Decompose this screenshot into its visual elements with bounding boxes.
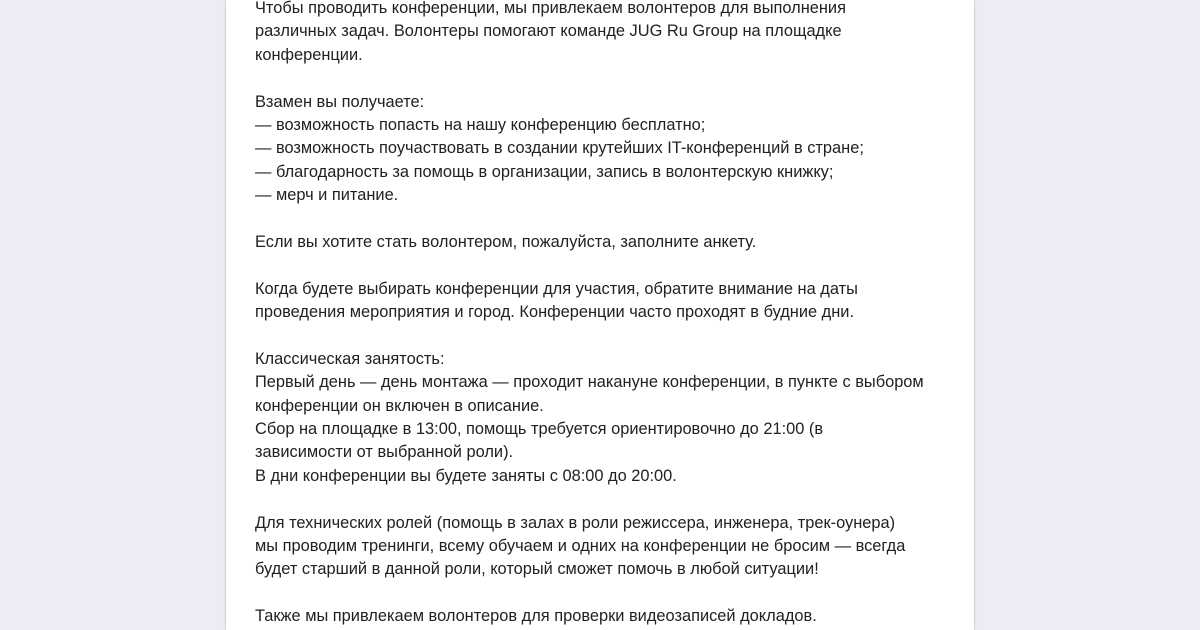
description-line: — мерч и питание. [255, 186, 399, 205]
blank-line [255, 488, 955, 511]
description-line: — благодарность за помощь в организации, запись в волонтерскую книжку; [255, 162, 834, 181]
description-line: Классическая занятость: [255, 349, 445, 368]
description-line: конференции он включен в описание. [255, 396, 544, 415]
description-line: Также мы привлекаем волонтеров для проверки видеозаписей докладов. [255, 607, 817, 626]
blank-line [255, 67, 955, 90]
description-line: Когда будете выбирать конференции для участия, обратите внимание на даты [255, 279, 858, 298]
form-description [255, 0, 955, 629]
description-line: Взамен вы получаете: [255, 92, 425, 111]
description-line: будет старший в данной роли, который сможет помочь в любой ситуации! [255, 560, 819, 579]
blank-line [255, 254, 955, 277]
blank-line [255, 324, 955, 347]
description-line: — возможность поучаствовать в создании крутейших IT-конференций в стране; [255, 139, 864, 158]
description-line: Первый день — день монтажа — проходит накануне конференции, в пункте с выбором [255, 373, 924, 392]
description-line: В дни конференции вы будете заняты с 08:00 до 20:00. [255, 466, 677, 485]
description-line: конференции. [255, 45, 363, 64]
blank-line [255, 582, 955, 605]
description-line: Чтобы проводить конференции, мы привлекаем волонтеров для выполнения [255, 0, 846, 17]
description-line: зависимости от выбранной роли). [255, 443, 514, 462]
description-line: Для технических ролей (помощь в залах в роли режиссера, инженера, трек-оунера) [255, 513, 896, 532]
description-line: мы проводим тренинги, всему обучаем и одних на конференции не бросим — всегда [255, 536, 906, 555]
description-line: Если вы хотите стать волонтером, пожалуйста, заполните анкету. [255, 232, 757, 251]
description-line: Сбор на площадке в 13:00, помощь требуется ориентировочно до 21:00 (в [255, 420, 824, 439]
description-line: различных задач. Волонтеры помогают команде JUG Ru Group на площадке [255, 22, 842, 41]
form-card [226, 0, 974, 630]
blank-line [255, 208, 955, 231]
description-line: проведения мероприятия и город. Конференции часто проходят в будние дни. [255, 303, 855, 322]
description-line: — возможность попасть на нашу конференцию бесплатно; [255, 115, 706, 134]
